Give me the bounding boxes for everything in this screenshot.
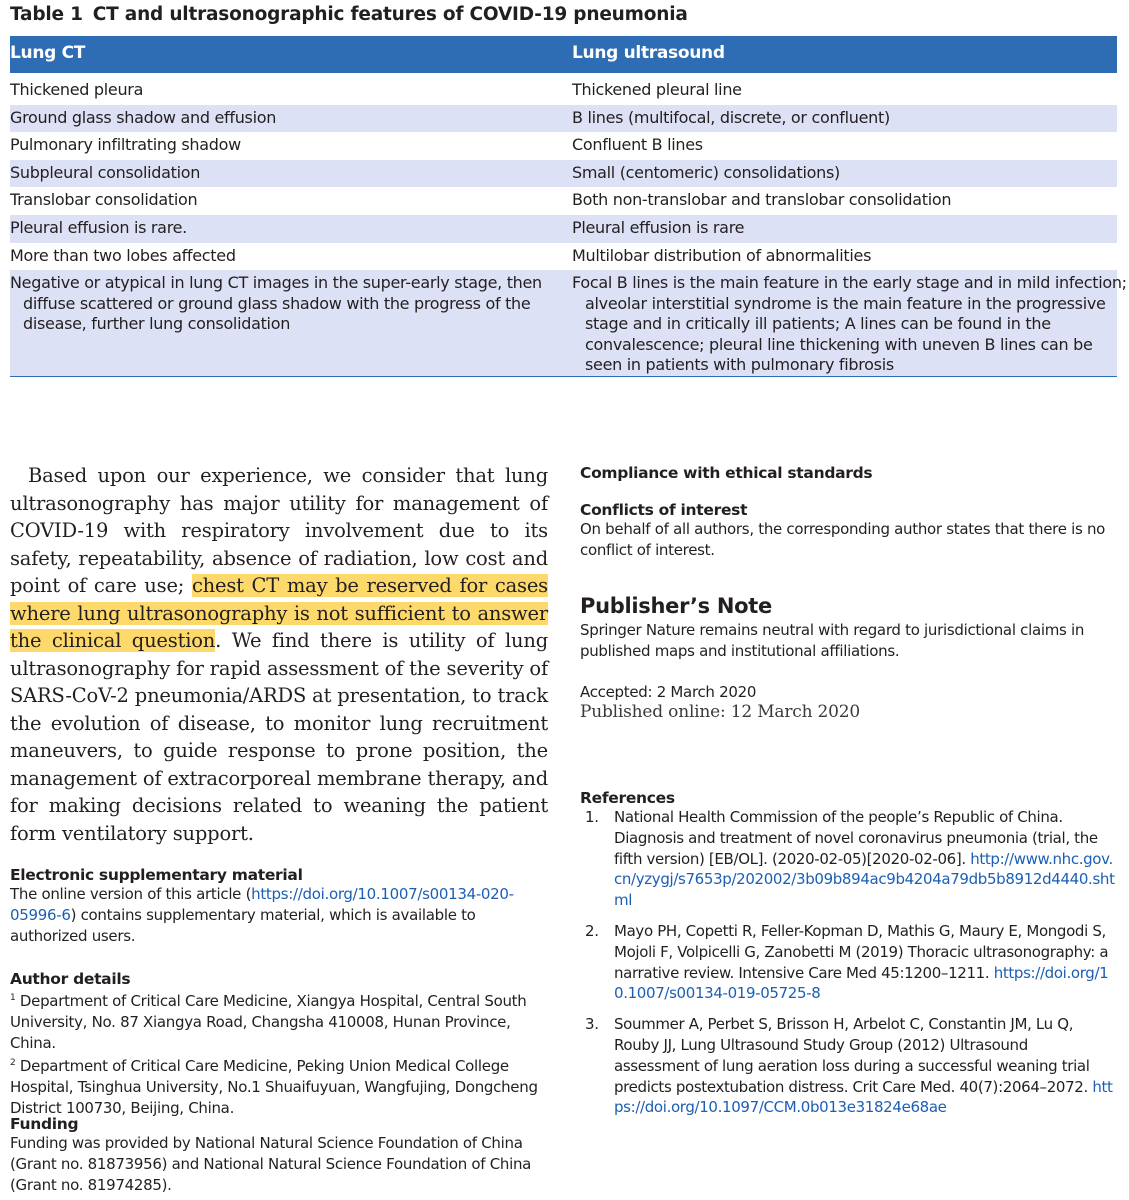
table-title	[10, 4, 688, 25]
us-cell: Small (centomeric) consolidations)	[572, 162, 840, 182]
ct-cell: Negative or atypical in lung CT images in the super-early stage, then diffuse scattered or ground glass shadow with the progress of the disease, further lung consolidation	[10, 273, 542, 334]
us-cell: Thickened pleural line	[572, 80, 742, 99]
reference-link[interactable]: https://doi.org/10.1097/CCM.0b013e31824e68ae	[614, 1077, 1113, 1117]
ct-cell: More than two lobes affected	[10, 245, 236, 265]
reference-item: 1. National Health Commission of the people’s Republic of China. Diagnosis and treatment of novel coronavirus pneumonia (trial, the fifth version) [EB/OL]. (2020-02-05)[2020-02-06]. http://www.nhc.gov.cn/yzygj/s7653p/202002/3b09b894ac9b4204a79db5b8912d4440.shtml	[585, 808, 1115, 910]
header-lung-ct: Lung CT	[10, 43, 86, 63]
esm-heading: Electronic supplementary material	[10, 866, 303, 884]
accepted-date: Accepted: 2 March 2020	[580, 682, 757, 701]
references-section	[580, 789, 1115, 1118]
author-details-section	[10, 970, 540, 1119]
reference-link[interactable]: http://www.nhc.gov.cn/yzygj/s7653p/202002/3b09b894ac9b4204a79db5b8912d4440.shtml	[614, 849, 1115, 910]
publisher-note-section	[580, 594, 1110, 722]
ct-cell: Thickened pleura	[10, 80, 144, 99]
table-row	[10, 160, 1117, 188]
funding-heading: Funding	[10, 1115, 79, 1133]
us-cell: Focal B lines is the main feature in the early stage and in mild infection; alveolar interstitial syndrome is the main feature in the progressive stage and in critically ill patients; A lines can be found in the convalescence; pleural line thickening with uneven B lines can be seen in patients with pulmonary fibrosis	[572, 273, 1127, 375]
author-details-heading: Author details	[10, 970, 131, 988]
ct-cell: Pulmonary infiltrating shadow	[10, 135, 241, 155]
table-label: Table 1	[10, 4, 83, 25]
publisher-note-text: Springer Nature remains neutral with regard to jurisdictional claims in published maps and institutional affiliations.	[580, 621, 1085, 660]
reference-item: 3. Soummer A, Perbet S, Brisson H, Arbelot C, Constantin JM, Lu Q, Rouby JJ, Lung Ultrasound Study Group (2012) Ultrasound assessment of lung aeration loss during a successful weaning trial predicts postextubation distress. Crit Care Med. 40(7):2064–2072. https://doi.org/10.1097/CCM.0b013e31824e68ae	[585, 1015, 1113, 1117]
esm-text: The online version of this article (https://doi.org/10.1007/s00134-020-05996-6) contains supplementary material, which is available to authorized users.	[10, 885, 514, 945]
funding-text: Funding was provided by National Natural Science Foundation of China (Grant no. 81873956) and National Natural Science Foundation of China (Grant no. 81974285).	[10, 1134, 532, 1194]
reference-item: 2. Mayo PH, Copetti R, Feller-Kopman D, Mathis G, Maury E, Mongodi S, Mojoli F, Volpicelli G, Zanobetti M (2019) Thoracic ultrasonography: a narrative review. Intensive Care Med 45:1200–1211. https://doi.org/10.1007/s00134-019-05725-8	[585, 921, 1109, 1003]
us-cell: B lines (multifocal, discrete, or confluent)	[572, 107, 890, 127]
table-caption: CT and ultrasonographic features of COVID-19 pneumonia	[92, 4, 688, 25]
table-header-row	[10, 36, 1117, 73]
us-cell: Both non-translobar and translobar consolidation	[572, 190, 952, 210]
table-row	[10, 132, 1117, 160]
publisher-note-heading: Publisher’s Note	[580, 594, 772, 618]
table-row	[10, 77, 1117, 105]
references-heading: References	[580, 789, 675, 807]
body-text-end: . We find there is utility of lung ultrasonography for rapid assessment of the severity of SARS-CoV-2 pneumonia/ARDS at presentation, to track the evolution of disease, to monitor lung recruitment maneuvers, to guide response to prone position, the management of extracorporeal membrane therapy, and for making decisions related to weaning the patient form ventilatory support.	[10, 629, 548, 845]
table-row	[10, 215, 1117, 243]
ethics-section	[580, 464, 1110, 561]
header-lung-ultrasound: Lung ultrasound	[572, 43, 725, 63]
highlighted-text: chest CT may be reserved for cases where lung ultrasonography is not sufficient to answer the clinical question	[10, 574, 548, 652]
table-row	[10, 187, 1117, 215]
published-date: Published online: 12 March 2020	[580, 702, 861, 723]
us-cell: Pleural effusion is rare	[572, 217, 745, 237]
reference-link[interactable]: https://doi.org/10.1007/s00134-019-05725-8	[614, 963, 1109, 1003]
esm-doi-link[interactable]: https://doi.org/10.1007/s00134-020-05996-6	[10, 885, 514, 924]
features-table	[10, 36, 1127, 377]
body-text-start: Based upon our experience, we consider that lung ultrasonography has major utility for management of COVID-19 with respiratory involvement due to its safety, repeatability, absence of radiation, low cost and point of care use;	[10, 464, 548, 597]
author-affiliation-2: $^2$ Department of Critical Care Medicine, Peking Union Medical College Hospital, Tsinghua University, No.1 Shuaifuyuan, Wangfujing, Dongcheng District 100730, Beijing, China.	[10, 1057, 538, 1117]
author-affiliation-1: $^1$ Department of Critical Care Medicine, Xiangya Hospital, Central South University, No. 87 Xiangya Road, Changsha 410008, Hunan Province, China.	[10, 992, 527, 1052]
us-cell: Confluent B lines	[572, 135, 703, 155]
us-cell: Multilobar distribution of abnormalities	[572, 245, 872, 265]
table-row	[10, 270, 1127, 377]
ct-cell: Translobar consolidation	[10, 190, 198, 210]
body-paragraph	[10, 462, 548, 847]
funding-section	[10, 1115, 550, 1195]
ct-cell: Ground glass shadow and effusion	[10, 107, 277, 127]
ct-cell: Pleural effusion is rare.	[10, 217, 187, 237]
ct-cell: Subpleural consolidation	[10, 162, 201, 182]
coi-text: On behalf of all authors, the corresponding author states that there is no conflict of interest.	[580, 520, 1106, 559]
coi-heading: Conflicts of interest	[580, 501, 748, 519]
table-row	[10, 105, 1117, 133]
ethics-heading: Compliance with ethical standards	[580, 464, 873, 482]
table-row	[10, 243, 1117, 271]
esm-section	[10, 866, 550, 946]
